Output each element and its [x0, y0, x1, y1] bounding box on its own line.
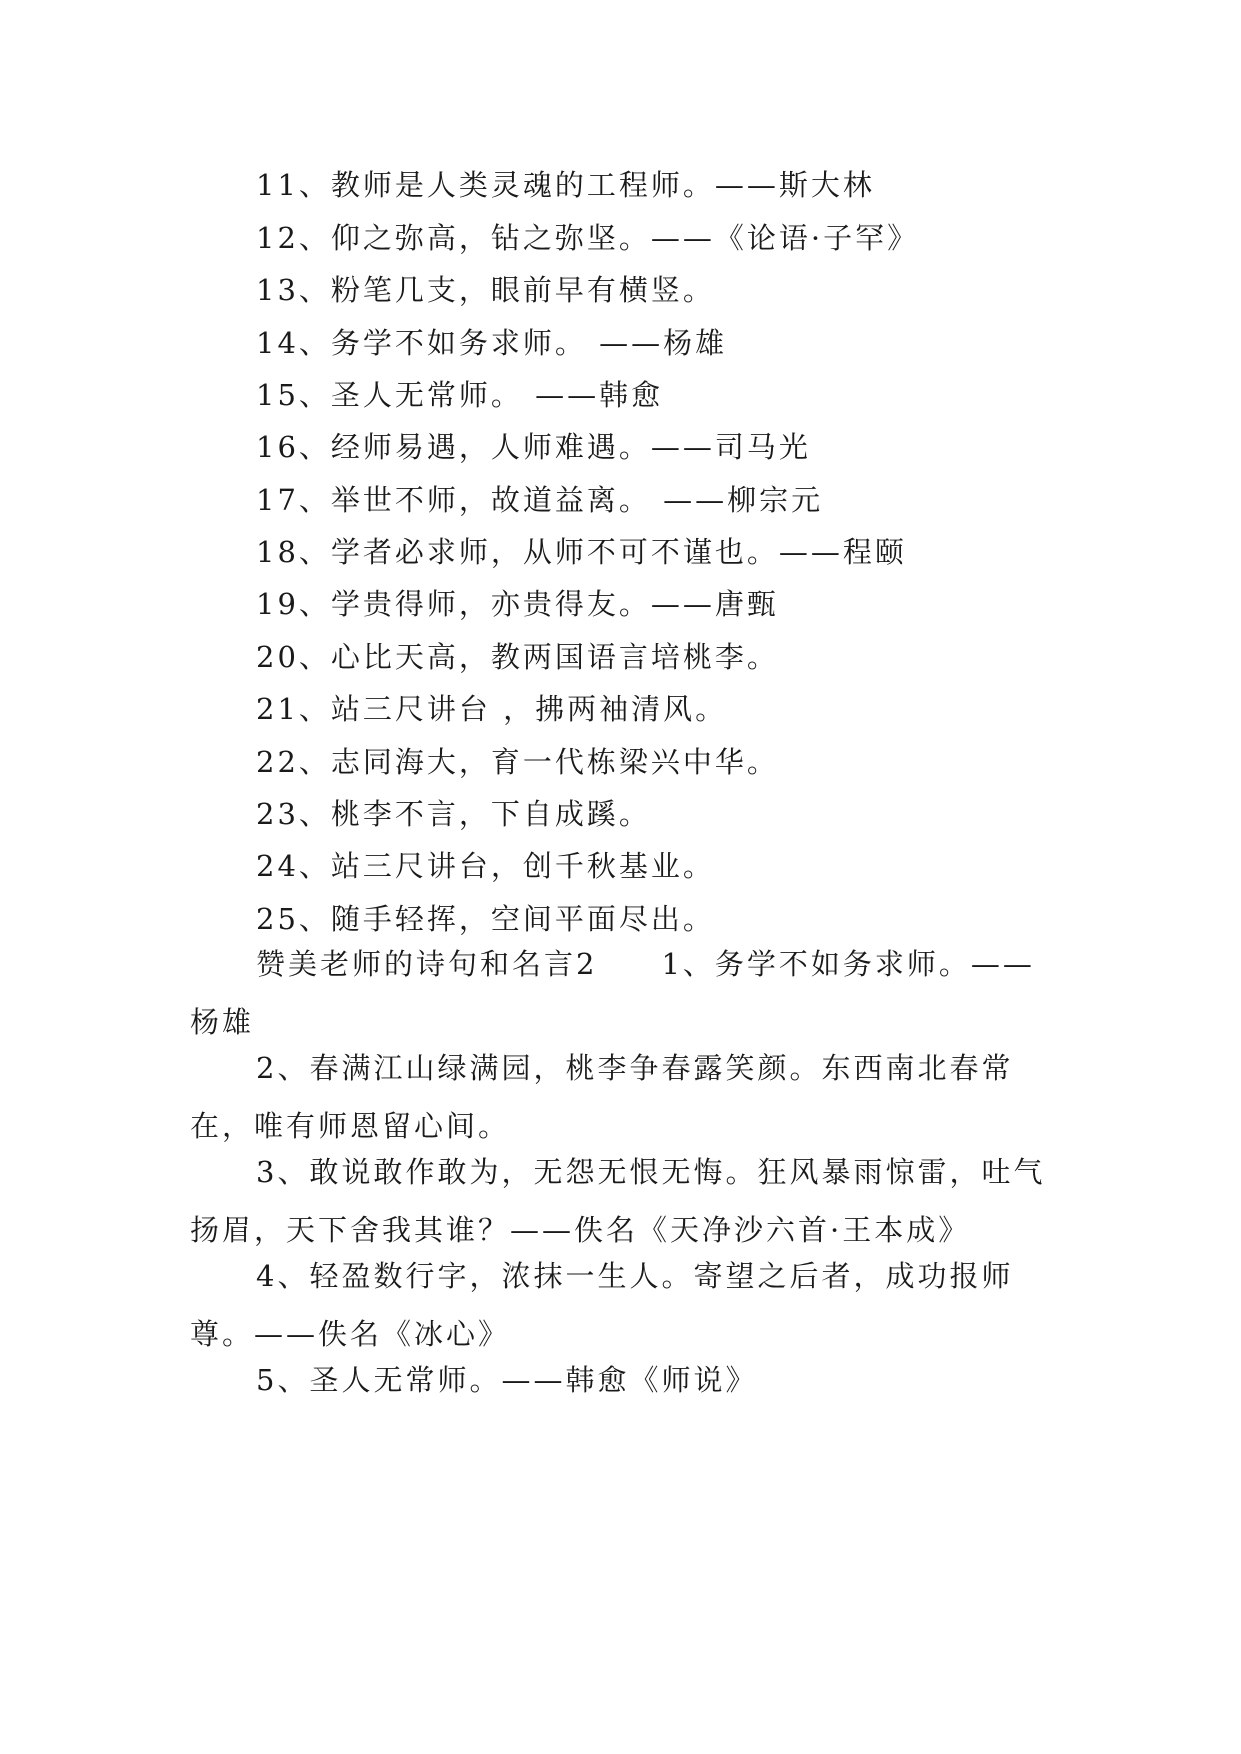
paragraph: 2、春满江山绿满园，桃李争春露笑颜。东西南北春常在，唯有师恩留心间。	[190, 1051, 1014, 1143]
list-item: 15、圣人无常师。 ——韩愈	[256, 378, 664, 412]
list-item: 14、务学不如务求师。 ——杨雄	[256, 326, 728, 360]
list-item: 22、志同海大，育一代栋梁兴中华。	[256, 745, 779, 779]
list-item: 17、举世不师，故道益离。 ——柳宗元	[256, 483, 824, 517]
paragraph: 5、圣人无常师。——韩愈《师说》	[256, 1363, 758, 1397]
list-item: 20、心比天高，教两国语言培桃李。	[256, 640, 779, 674]
list-item: 16、经师易遇，人师难遇。——司马光	[256, 430, 811, 464]
list-item: 21、站三尺讲台 ，拂两袖清风。	[256, 692, 728, 726]
paragraph: 4、轻盈数行字，浓抹一生人。寄望之后者，成功报师尊。——佚名《冰心》	[190, 1259, 1014, 1351]
list-item: 23、桃李不言，下自成蹊。	[256, 797, 651, 831]
list-item: 12、仰之弥高，钻之弥坚。——《论语·子罕》	[256, 221, 920, 255]
list-item: 24、站三尺讲台，创千秋基业。	[256, 849, 715, 883]
list-item: 18、学者必求师，从师不可不谨也。——程颐	[256, 535, 907, 569]
list-item: 19、学贵得师，亦贵得友。——唐甄	[256, 587, 779, 621]
section-heading-paragraph: 赞美老师的诗句和名言2 1、务学不如务求师。——杨雄	[190, 947, 1035, 1039]
paragraph: 3、敢说敢作敢为，无怨无恨无悔。狂风暴雨惊雷，吐气扬眉，天下舍我其谁？——佚名《天净沙六首·王本成》	[190, 1155, 1046, 1247]
list-item: 11、教师是人类灵魂的工程师。——斯大林	[256, 168, 875, 202]
list-item: 13、粉笔几支，眼前早有横竖。	[256, 273, 715, 307]
list-item: 25、随手轻挥，空间平面尽出。	[256, 902, 715, 936]
